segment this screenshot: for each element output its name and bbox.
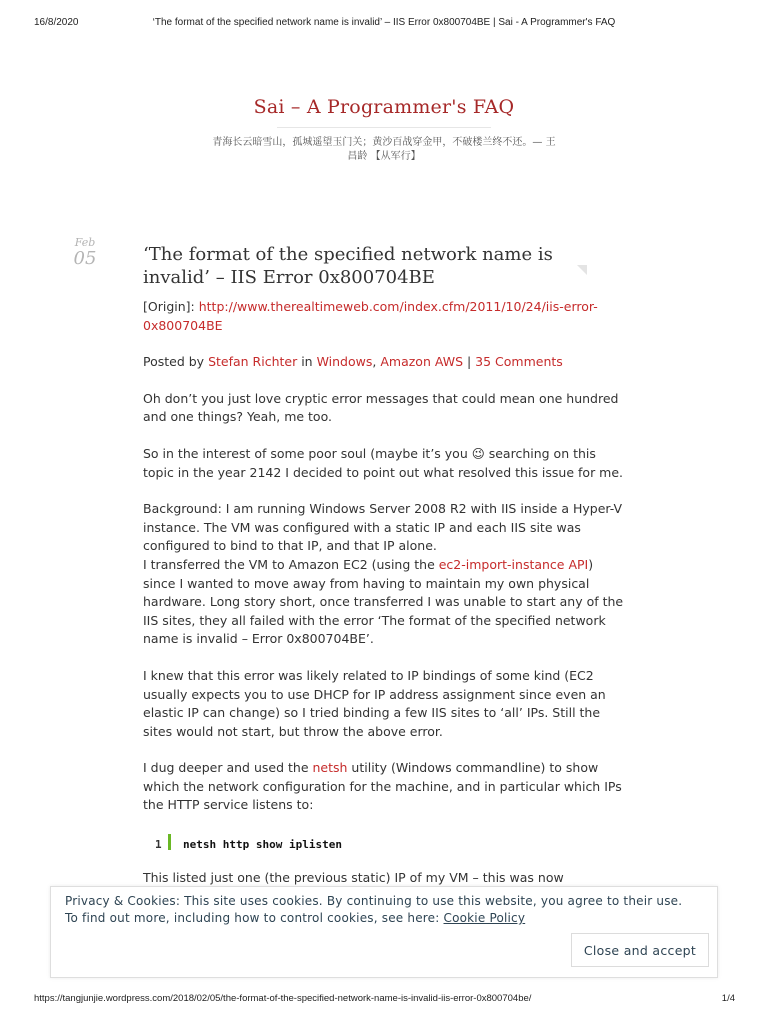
close-and-accept-button[interactable]: Close and accept: [571, 933, 709, 967]
ec2-import-instance-link[interactable]: ec2-import-instance API: [438, 556, 589, 572]
comments-link[interactable]: 35 Comments: [475, 354, 563, 370]
site-description-line-1: 青海长云暗雪山，孤城遥望玉门关；黄沙百战穿金甲，不破楼兰终不还。— 王: [212, 137, 556, 148]
post-date: [60, 236, 110, 269]
site-description: [186, 136, 582, 164]
code-block: [143, 833, 628, 855]
post-meta: [143, 353, 628, 372]
category-link-amazon-aws[interactable]: Amazon AWS: [380, 354, 463, 370]
code-text: netsh http show iplisten: [183, 838, 342, 852]
paragraph-3b-pre: I transferred the VM to Amazon EC2 (using the: [143, 556, 439, 572]
author-link[interactable]: Stefan Richter: [208, 354, 298, 370]
paragraph-5-post: utility (Windows commandline) to show which the network configuration for the machine, and in particular which IPs the HTTP service listens to:: [143, 760, 622, 813]
paragraph-5-pre: I dug deeper and used the: [143, 760, 313, 776]
meta-separator: |: [463, 354, 476, 370]
paragraph-6: This listed just one (the previous static) IP of my VM – this was now: [143, 870, 564, 886]
origin-line: [143, 298, 628, 335]
print-date: 16/8/2020: [34, 17, 79, 28]
posted-by-label: Posted by: [143, 354, 209, 370]
cookie-banner: [50, 886, 718, 978]
print-document-title: ‘The format of the specified network name is invalid’ – IIS Error 0x800704BE | Sai - A Programmer's FAQ: [152, 17, 616, 28]
origin-link[interactable]: http://www.therealtimeweb.com/index.cfm/2011/10/24/iis-error-0x800704BE: [143, 299, 598, 333]
paragraph-3: [143, 500, 628, 649]
post-content: [143, 298, 628, 906]
code-line-number: 1: [155, 838, 162, 852]
post-date-day: 05: [73, 248, 97, 269]
post-date-month: Feb: [74, 236, 96, 249]
code-gutter-bar: [168, 834, 171, 850]
print-footer: [0, 993, 768, 1007]
paragraph-5: [143, 759, 628, 815]
netsh-link[interactable]: netsh: [312, 760, 348, 776]
print-header: [0, 17, 768, 31]
cookie-policy-link[interactable]: Cookie Policy: [443, 911, 526, 925]
site-title-divider: [277, 127, 491, 128]
paragraph-1: Oh don’t you just love cryptic error messages that could mean one hundred and one things? Yeah, me too.: [143, 390, 619, 425]
paragraph-3a: Background: I am running Windows Server 2008 R2 with IIS inside a Hyper-V instance. The VM was configured with a static IP and each IIS site was configured to bind to that IP, and that IP alone.: [143, 501, 623, 554]
cookie-text: [65, 893, 705, 927]
print-page-number: 1/4: [721, 993, 735, 1004]
post-format-icon: [577, 265, 587, 275]
site-title[interactable]: Sai – A Programmer's FAQ: [253, 96, 515, 118]
site-description-line-2: 昌龄 【从军行】: [347, 151, 421, 162]
cookie-text-line-1: Privacy & Cookies: This site uses cookies. By continuing to use this website, you agree to their use.: [65, 894, 683, 908]
print-url: https://tangjunjie.wordpress.com/2018/02/05/the-format-of-the-specified-network-name-is-invalid-iis-error-0x800704be/: [34, 993, 532, 1004]
origin-label: [Origin]:: [143, 299, 199, 314]
category-separator: ,: [372, 354, 381, 370]
cookie-text-line-2-label: To find out more, including how to control cookies, see here:: [65, 911, 444, 925]
category-link-windows[interactable]: Windows: [316, 354, 373, 370]
in-label: in: [297, 354, 317, 370]
paragraph-4: I knew that this error was likely related to IP bindings of some kind (EC2 usually expects you to use DHCP for IP address assignment since even an elastic IP can change) so I tried binding a few IIS sites to ‘all’ IPs. Still the sites would not start, but throw the above error.: [143, 667, 606, 739]
paragraph-3b-post: ) since I wanted to move away from having to maintain my own physical hardware. Long story short, once transferred I was unable to start any of the IIS sites, they all failed with the error ‘The format of the specified network name is invalid – Error 0x800704BE’.: [143, 556, 624, 647]
paragraph-2: So in the interest of some poor soul (maybe it’s you 😉 searching on this topic in the year 2142 I decided to point out what resolved this issue for me.: [143, 445, 624, 480]
post-title: ‘The format of the specified network name is invalid’ – IIS Error 0x800704BE: [143, 244, 553, 288]
cookie-text-line-2: [65, 910, 705, 927]
